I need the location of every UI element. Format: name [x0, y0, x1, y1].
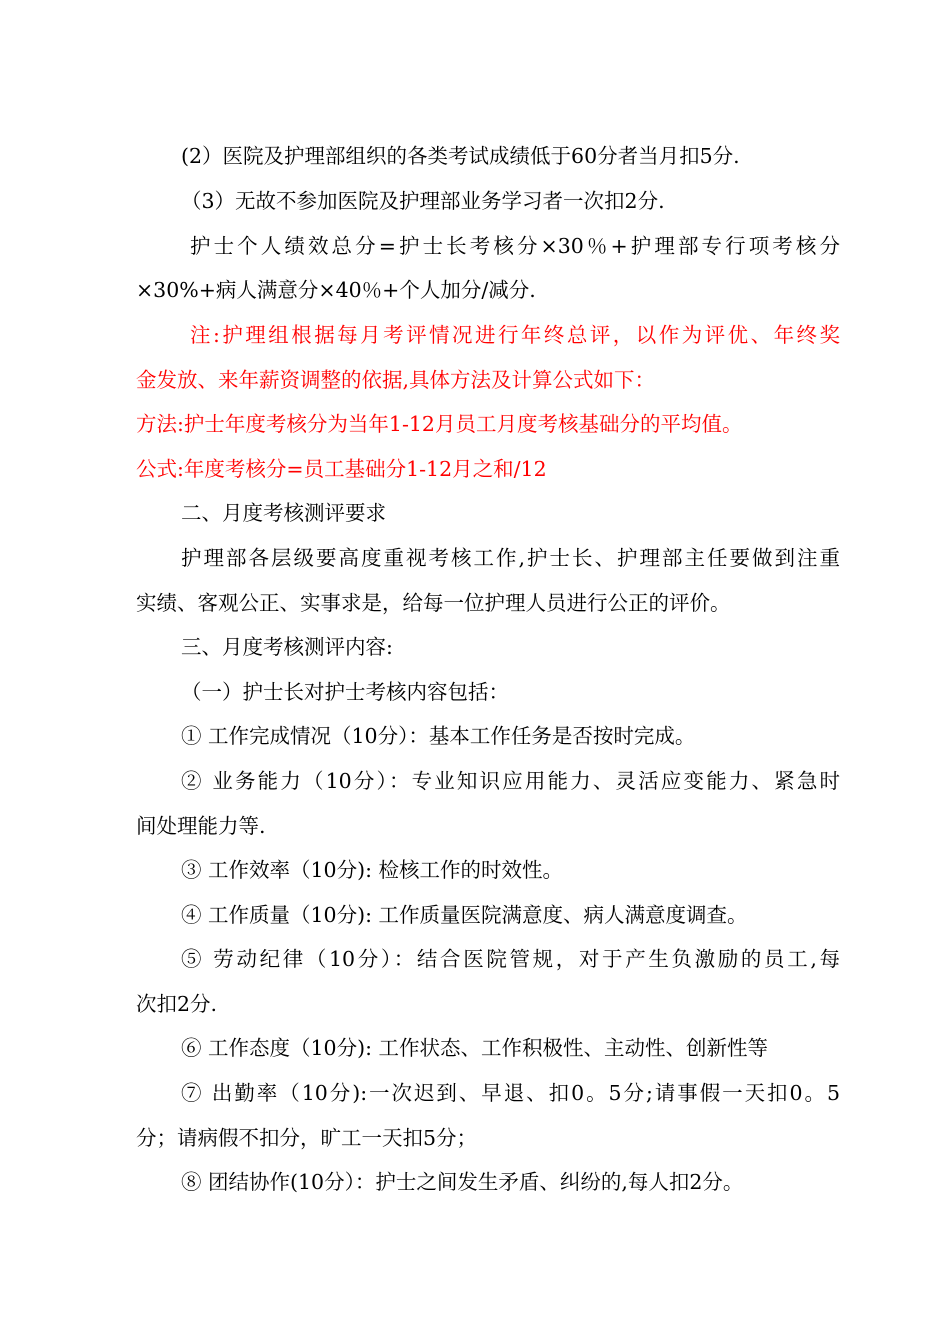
- list-item-continuation: 间处理能力等.: [136, 814, 266, 838]
- list-item: ③ 工作效率（10分): 检核工作的时效性。: [181, 858, 564, 882]
- text-line: 护理部各层级要高度重视考核工作,护士长、护理部主任要做到注重: [181, 546, 840, 570]
- formula-line: 公式:年度考核分=员工基础分1-12月之和/12: [136, 457, 547, 481]
- section-heading: 二、月度考核测评要求: [181, 501, 386, 525]
- text-line: ×30%+病人满意分×40％+个人加分/减分.: [136, 278, 536, 302]
- list-item: ⑤ 劳动纪律（10分）：结合医院管规，对于产生负激励的员工,每: [181, 947, 840, 971]
- text-line: 实绩、客观公正、实事求是，给每一位护理人员进行公正的评价。: [136, 591, 731, 615]
- list-item-continuation: 分；请病假不扣分，旷工一天扣5分；: [136, 1126, 478, 1150]
- text-line: 护士个人绩效总分=护士长考核分×30％+护理部专行项考核分: [190, 234, 840, 258]
- subsection-heading: （一）护士长对护士考核内容包括：: [181, 680, 509, 704]
- text-line: （3）无故不参加医院及护理部业务学习者一次扣2分.: [181, 189, 665, 213]
- note-line: 注:护理组根据每月考评情况进行年终总评，以作为评优、年终奖: [190, 323, 840, 347]
- list-item: ② 业务能力（10分）：专业知识应用能力、灵活应变能力、紧急时: [181, 769, 840, 793]
- list-item: ⑥ 工作态度（10分): 工作状态、工作积极性、主动性、创新性等: [181, 1036, 769, 1060]
- list-item: ① 工作完成情况（10分）：基本工作任务是否按时完成。: [181, 724, 696, 748]
- method-line: 方法:护士年度考核分为当年1-12月员工月度考核基础分的平均值。: [136, 412, 743, 436]
- note-line: 金发放、来年薪资调整的依据,具体方法及计算公式如下：: [136, 368, 656, 392]
- list-item: ④ 工作质量（10分): 工作质量医院满意度、病人满意度调查。: [181, 903, 748, 927]
- list-item-continuation: 次扣2分.: [136, 992, 218, 1016]
- text-line: (2）医院及护理部组织的各类考试成绩低于60分者当月扣5分.: [181, 144, 740, 168]
- list-item: ⑧ 团结协作(10分）：护士之间发生矛盾、纠纷的,每人扣2分。: [181, 1170, 744, 1194]
- section-heading: 三、月度考核测评内容:: [181, 635, 393, 659]
- list-item: ⑦ 出勤率（10分):一次迟到、早退、扣0。5分;请事假一天扣0。5: [181, 1081, 840, 1105]
